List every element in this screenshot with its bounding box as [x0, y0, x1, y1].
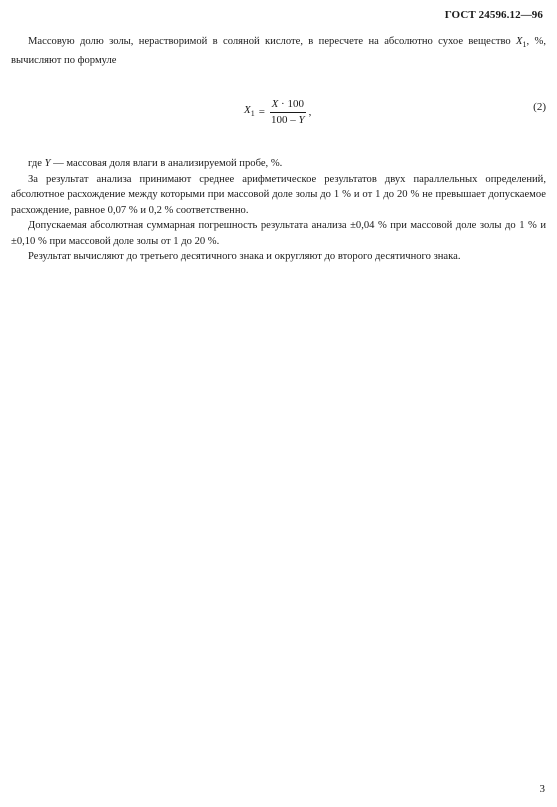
paragraph-where: где Y — массовая доля влаги в анализируемой пробе, %.	[28, 158, 283, 170]
document-body	[11, 34, 546, 265]
document-header: ГОСТ 24596.12—96	[444, 9, 543, 21]
paragraph-error: Допускаемая абсолютная суммарная погрешность результата анализа ±0,04 % при массовой доле золы до 1 % и ±0,10 % при массовой доле золы от 1 до 20 %.	[11, 220, 546, 247]
formula-fraction	[269, 98, 307, 127]
formula-equals: =	[258, 105, 265, 118]
page-number: 3	[539, 782, 545, 795]
formula-numerator: X · 100	[270, 98, 306, 113]
paragraph-result: За результат анализа принимают среднее арифметическое результатов двух параллельных определений, абсолютное расхождение между которыми при массовой доле золы до 1 % и от 1 до 20 % не превышает допускаемое расхождение, равное 0,07 % и 0,2 % соответственно.	[11, 173, 546, 216]
formula-lhs: $X_1$	[244, 104, 255, 119]
formula-denominator: 100 – Y	[270, 114, 305, 127]
formula-tail: ,	[308, 105, 312, 118]
formula	[244, 98, 311, 127]
formula-number: (2)	[533, 101, 546, 114]
paragraph-intro: Массовую долю золы, нерастворимой в соляной кислоте, в пересчете на абсолютно сухое вещество $X_1$, %, вычисляют по формуле	[11, 36, 546, 66]
formula-block	[11, 98, 546, 142]
paragraph-rounding: Результат вычисляют до третьего десятичного знака и округляют до второго десятичного знака.	[28, 251, 461, 263]
